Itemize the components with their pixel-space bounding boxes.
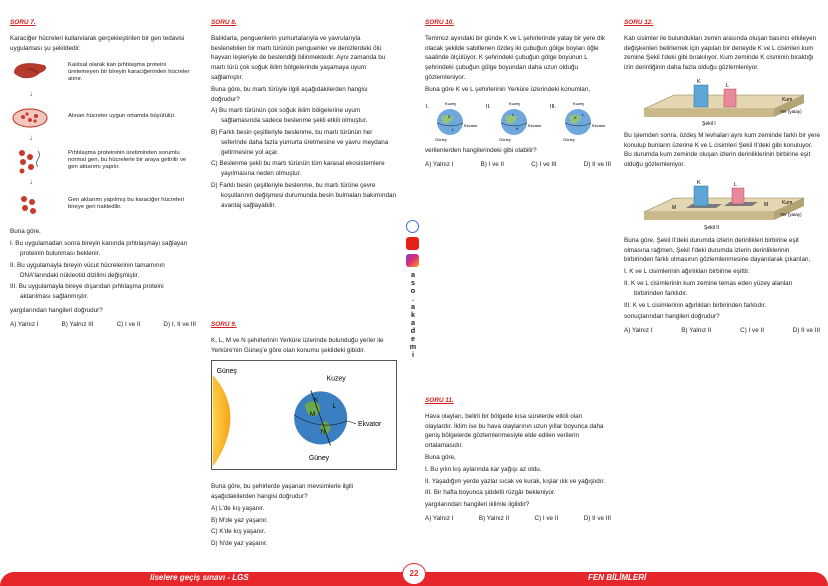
earth-sun-figure (211, 360, 397, 470)
question-10-options (425, 160, 611, 170)
option-a[interactable]: A) Bu martı türünün çok soğuk iklim bölgelerine uyum sağlamasında sadece beslenme şekli etkili olmuştur. (211, 107, 368, 125)
question-10-title: SORU 10. (425, 19, 455, 26)
question-7 (10, 18, 196, 330)
option-b[interactable]: B) Farklı besin çeşitleriyle beslenme, bu martı türünün her seferinde daha fazla yumurta üretmesine ve yavru meydana getirmesine yol açar. (211, 128, 389, 156)
question-8 (211, 18, 397, 212)
sun-shape (213, 375, 231, 467)
option-c[interactable]: C) I ve II (116, 320, 141, 328)
question-9-title: SORU 9. (211, 321, 237, 328)
svg-text:K: K (697, 78, 701, 85)
down-arrow-icon: ↓ (29, 133, 33, 143)
svg-text:Yer (yatay): Yer (yatay) (780, 108, 802, 114)
social-strip (406, 220, 420, 359)
question-12-options (624, 326, 820, 336)
svg-text:Şekil II: Şekil II (704, 224, 720, 231)
flow-step-4 (10, 187, 196, 221)
petri-dish-icon (10, 101, 50, 131)
svg-text:Kuzey: Kuzey (573, 100, 585, 106)
question-8-title: SORU 8. (211, 19, 237, 26)
svg-text:K: K (516, 125, 519, 131)
option-d[interactable]: D) I, II ve III (163, 320, 196, 328)
svg-text:L: L (512, 111, 515, 117)
question-12-question: sonuçlarından hangileri doğrudur? (624, 313, 720, 321)
cells-icon (10, 189, 50, 219)
svg-text:Ekvator: Ekvator (464, 122, 478, 128)
question-12-title: SORU 12. (624, 19, 654, 26)
question-12-text: Katı cisimler ile bulundukları zemin arasında oluşan basıncı etkileyen değişkenleri belirlemek için yapılan bir deneyde K ve L cisimleri kum zemine Şekil I'deki gibi bırakılıyor. Kum zeminde K cisminin bıraktığı izin derinliğinin daha fazla olduğu gözlemleniyor. (624, 34, 817, 72)
city-k: K (313, 397, 319, 405)
question-9-text: K, L, M ve N şehirlerinin Yerküre üzerinde bulunduğu yerler ile Yerküre'nin Güneş'e göre olan konumu şekildeki gibidir. (211, 336, 384, 354)
question-9 (211, 320, 397, 551)
option-a[interactable]: A) Yalnız I (425, 514, 454, 522)
question-7-question: yargılarından hangileri doğrudur? (10, 306, 103, 314)
svg-text:Ekvator: Ekvator (592, 122, 606, 128)
svg-text:II.: II. (486, 103, 491, 110)
question-10-question1: Buna göre K ve L şehirlerinin Yerküre üzerindeki konumları, (425, 85, 591, 93)
globe-option-3 (550, 101, 606, 142)
question-7-title: SORU 7. (10, 19, 36, 26)
question-11-title: SORU 11. (425, 397, 454, 404)
question-11 (425, 396, 611, 524)
flow-step-4-text: Gen aktarımı yapılmış bu karaciğer hücreleri bireye geri nakledilir. (68, 197, 184, 211)
statement: II. Bu uygulamayla bireyin vücut hücrelerinin tamamının DNA'larındaki nükleotid dizilimi değişmiştir. (10, 261, 165, 279)
svg-text:III.: III. (550, 103, 557, 110)
footer-exam-name: liselere geçiş sınavı - LGS (150, 573, 249, 582)
sun-label: Güneş (216, 368, 237, 376)
option-d[interactable]: D) N'de yaz yaşanır. (211, 540, 268, 548)
svg-text:Şekil I: Şekil I (702, 120, 716, 127)
side-letters: a s o . a k a d e m i (409, 270, 417, 359)
equator-label: Ekvator (358, 421, 382, 429)
svg-text:Kuzey: Kuzey (509, 100, 521, 106)
svg-text:K: K (574, 114, 577, 120)
svg-text:K: K (448, 113, 451, 119)
svg-text:Güney: Güney (435, 136, 447, 142)
option-d[interactable]: D) II ve III (583, 161, 611, 169)
option-d[interactable]: D) II ve III (792, 327, 820, 335)
svg-text:M: M (672, 204, 677, 211)
flow-step-2-text: Alınan hücreler uygun ortamda büyütülür. (68, 112, 176, 119)
option-c[interactable]: C) I ve II (534, 514, 559, 522)
option-c[interactable]: C) I ve III (531, 161, 557, 169)
statement: II. K ve L cisimlerinin kum zemine temas eden yüzey alanları birbirinden farklıdır. (624, 279, 793, 297)
question-8-text: Balıklarla, penguenlerin yumurtalarıyla ve yavrularıyla beslenebilen bir martı türünün penguenler ve denizlerdeki ölü hayvan leşleriyle de beslendiği bilinmektedir. Aynı zamanda bu martı türü çok soğuk iklim bölgelerinde yaşamaya uyum sağlamıştır. (211, 34, 386, 81)
footer-subject: FEN BİLİMLERİ (588, 573, 647, 582)
flow-step-1 (10, 55, 196, 89)
option-a[interactable]: A) Yalnız I (10, 320, 39, 328)
city-l: L (332, 403, 337, 411)
globe-option-2 (486, 101, 542, 142)
sand-figure-1 (624, 75, 820, 127)
youtube-icon[interactable] (406, 237, 419, 250)
option-b[interactable]: B) Yalnız II (478, 514, 510, 522)
north-label: Kuzey (326, 376, 346, 384)
svg-text:L: L (726, 82, 730, 89)
svg-text:I.: I. (426, 103, 430, 110)
question-7-options (10, 320, 196, 330)
question-10 (425, 18, 611, 170)
option-c[interactable]: C) Beslenme şekli bu martı türünün tüm karasal ekosistemlere yayılmasına neden olmuştur. (211, 160, 385, 178)
svg-text:Güney: Güney (563, 136, 575, 142)
svg-text:K: K (697, 179, 701, 186)
city-m: M (309, 411, 316, 419)
down-arrow-icon: ↓ (29, 89, 33, 99)
statement: I. K ve L cisimlerinin ağırlıkları birbirine eşittir. (624, 268, 750, 276)
question-10-question2: verilenlerden hangilerindeki gibi olabilir? (425, 147, 537, 155)
flow-step-3-text: Pıhtılaşma proteininin üretiminden sorumlu normal gen, bu hücrelerle bir araya getirilir ve gen aktarımı yapılır. (68, 149, 187, 170)
option-d[interactable]: D) II ve III (583, 514, 611, 522)
statement: III. K ve L cisimlerinin ağırlıkları birbirinden farklıdır. (624, 301, 767, 309)
statement: I. Bu yılın kış aylarında kar yağışı az oldu. (425, 465, 542, 473)
flow-step-1-text: Kalıtsal olarak kan pıhtılaşma proteini üretemeyen bir bireyin karaciğerinden hücreler alınır. (68, 61, 190, 82)
question-12 (624, 18, 820, 336)
statement: III. Bir hafta boyunca şiddetli rüzgâr bekleniyor. (425, 489, 556, 497)
option-b[interactable]: B) Yalnız III (61, 320, 94, 328)
down-arrow-icon: ↓ (29, 177, 33, 187)
option-d[interactable]: D) Farklı besin çeşitleriyle beslenme, bu martı türüne çevre koşullarının değişmesi durumunda besin bulmaları bakımından avantaj sağlayabilir. (211, 181, 397, 209)
question-7-intro: Karaciğer hücreleri kullanılarak gerçekleştirilen bir gen tedavisi uygulaması şu şekildedir: (10, 34, 185, 52)
flow-step-3 (10, 143, 196, 177)
question-10-text: Temmuz ayındaki bir günde K ve L şehirlerinde yatay bir yere dik olacak şekilde sabitlenen özdeş iki çubuğun gölge boyları öğle saatinde ölçülüyor. K şehrindeki çubuğun gölge boyunun L şehrindeki çubuğun gölge boyundan daha uzun olduğu gözlemleniyor. (425, 34, 606, 81)
question-11-lead: Buna göre, (425, 453, 456, 461)
option-a[interactable]: A) Yalnız I (425, 161, 454, 169)
svg-text:L: L (452, 126, 455, 132)
svg-text:Kuzey: Kuzey (445, 100, 457, 106)
question-12-text2: Bu işlemden sonra, özdeş M levhaları aynı kum zeminde farklı bir yere konulup bunların üzerine K ve L cisimleri Şekil II'deki gibi konuluyor. Bu durumda kum zeminde oluşan izlerin derinliklerinin birbirine eşit olduğu gözlemleniyor. (624, 131, 820, 169)
svg-text:M: M (764, 201, 769, 208)
svg-text:Kum: Kum (782, 199, 793, 206)
statement: II. Yaşadığım yerde yazlar sıcak ve kurak, kışlar ılık ve yağışlıdır. (425, 477, 605, 485)
question-8-question: Buna göre, bu martı türüyle ilgili aşağıdakilerden hangisi doğrudur? (211, 85, 368, 103)
instagram-icon[interactable] (406, 254, 419, 267)
liver-icon (10, 57, 50, 87)
svg-text:L: L (582, 111, 585, 117)
city-n: N (320, 429, 326, 437)
option-b[interactable]: B) I ve II (480, 161, 504, 169)
statement: III. Bu uygulamayla bireye dışarıdan pıhtılaşma proteini aktarılması sağlanmıştır. (10, 283, 164, 301)
option-c[interactable]: C) I ve II (740, 327, 764, 335)
statement: I. Bu uygulamadan sonra bireyin kanında pıhtılaşmayı sağlayan proteinin bulunması beklenir. (10, 240, 188, 257)
flow-step-2 (10, 99, 196, 133)
question-12-text3: Buna göre, Şekil II'deki durumda izlerin derinlikleri birbirine eşit olmasına rağmen, Şekil I'deki durumda izlerin derinliklerinin birbirinden farklı olmasının gözlemlenmesine dayanılarak çıkarılan, (624, 236, 811, 264)
cells-gene-icon (10, 145, 50, 175)
svg-text:Kum: Kum (782, 96, 793, 103)
globe-option-1 (426, 101, 478, 142)
question-11-question: yargılarından hangileri iklimle ilgilidir? (425, 501, 530, 509)
brand-logo-icon (406, 220, 419, 233)
option-c[interactable]: C) K'de kış yaşanır. (211, 528, 266, 536)
svg-text:Güney: Güney (499, 136, 511, 142)
globe-options-figure (425, 99, 611, 143)
question-11-options (425, 514, 611, 524)
option-b[interactable]: B) M'de yaz yaşanır. (211, 516, 268, 524)
sand-figure-2 (624, 172, 820, 232)
svg-text:Yer (yatay): Yer (yatay) (780, 211, 802, 217)
question-9-question: Buna göre, bu şehirlerde yaşanan mevsimlerle ilgili aşağıdakilerden hangisi doğrudur? (211, 483, 354, 500)
option-a[interactable]: A) Yalnız I (624, 327, 653, 335)
svg-text:L: L (734, 181, 738, 188)
question-7-lead: Buna göre, (10, 228, 41, 236)
question-11-text: Hava olayları, belirli bir bölgede kısa sürelerde etkili olan olaylardır. İklim ise bu hava olaylarının uzun yıllar boyunca daha geniş bölgelerde gözlemlenmesiyle elde edilen verilerin ortalamasıdır. (425, 412, 604, 450)
option-a[interactable]: A) L'de kış yaşanır. (211, 504, 265, 512)
option-b[interactable]: B) Yalnız II (681, 327, 712, 335)
page-number: 22 (402, 563, 426, 585)
svg-text:Ekvator: Ekvator (528, 122, 542, 128)
south-label: Güney (308, 455, 330, 463)
